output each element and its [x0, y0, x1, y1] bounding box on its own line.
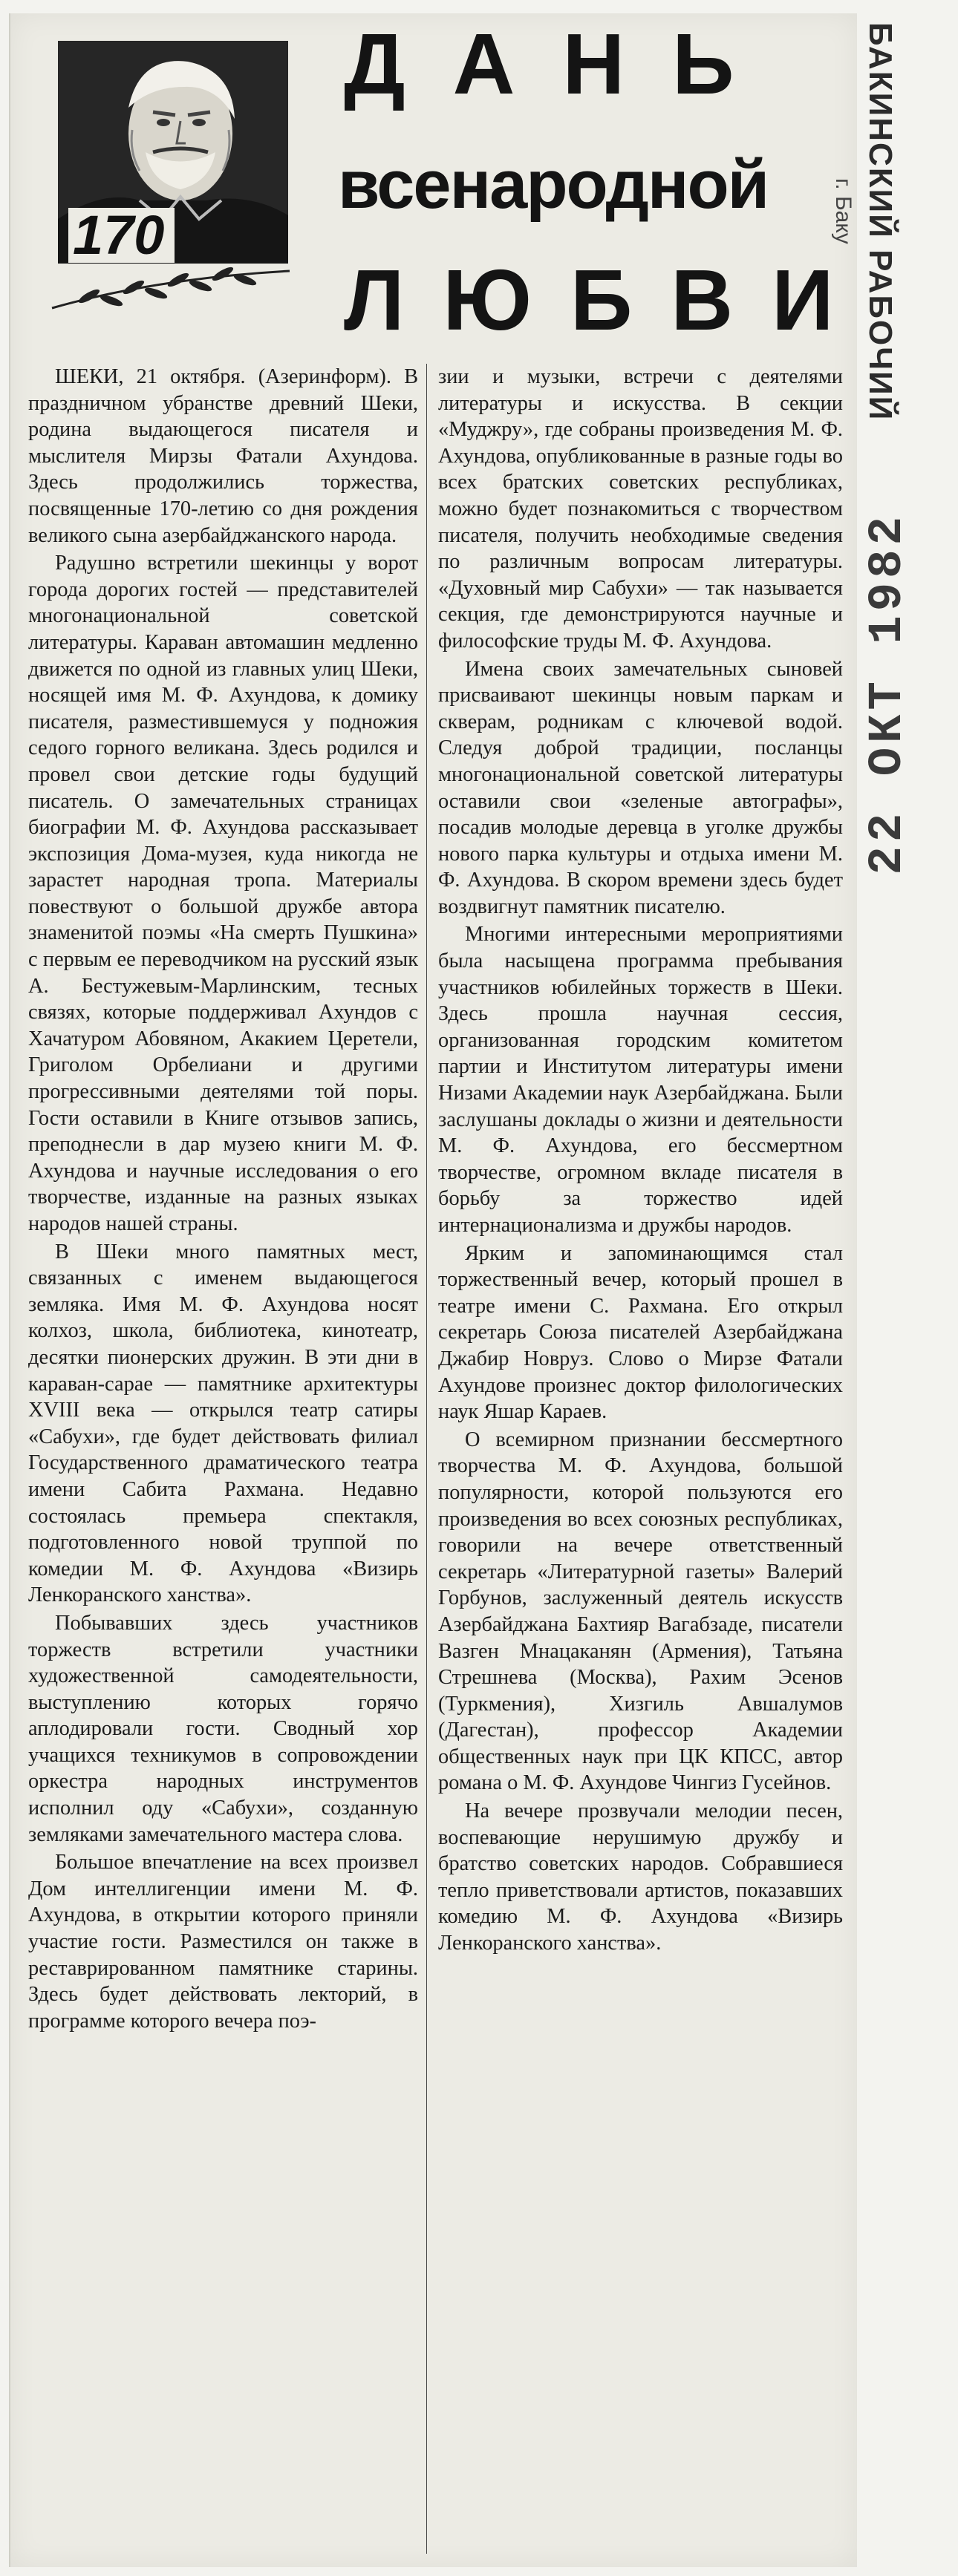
- date-stamp: 22 ОКТ 1982: [861, 512, 915, 875]
- headline-line-2: всенародной: [338, 147, 769, 223]
- paragraph: Имена своих замечательных сыновей присваивают шекинцы новым паркам и скверам, родникам с ключевой водой. Следуя доброй традиции, посланцы многонациональной советской литературы оставили свои «зеленые автографы», посадив молодые деревца в уголке дружбы нового парка культуры и отдыха имени М. Ф. Ахундова. В скором времени здесь будет воздвигнут памятник писателю.: [438, 657, 843, 918]
- column-divider: [426, 364, 427, 2554]
- laurel-branch-icon: [45, 264, 297, 316]
- paragraph: О всемирном признании бессмертного творчества М. Ф. Ахундова, большой популярности, которой пользуются его произведения во всех союзных республиках, говорили на вечере ответственный секретарь «Литературной газеты» Валерий Горбунов, заслуженный деятель искусств Азербайджана Бахтияр Вагабзаде, писатели Вазген Мнацаканян (Армения), Татьяна Стрешнева (Москва), Рахим Эсенов (Туркмения), Хизгиль Авшалумов (Дагестан), профессор Академии общественных наук при ЦК КПСС, автор романа о М. Ф. Ахундове Чингиз Гусейнов.: [438, 1428, 843, 1795]
- paragraph: В Шеки много памятных мест, связанных с именем выдающегося земляка. Имя М. Ф. Ахундова носят колхоз, школа, библиотека, кинотеатр, десятки пионерских дружин. В эти дни в караван-сарае — памятнике архитектуры XVIII века — открылся театр сатиры «Сабухи», где будет действовать филиал Государственного драматического театра имени Сабита Рахмана. Недавно состоялась премьера спектакля, подготовленного новой труппой по комедии М. Ф. Ахундова «Визирь Ленкоранского ханства».: [28, 1240, 418, 1607]
- headline-line-3: ЛЮБВИ: [344, 252, 873, 348]
- paragraph: ШЕКИ, 21 октября. (Азеринформ). В праздничном убранстве древний Шеки, родина выдающегося писателя и мыслителя Мирзы Фатали Ахундова. Здесь продолжились торжества, посвященные 170-летию со дня рождения великого сына азербайджанского народа.: [28, 365, 418, 547]
- paragraph: зии и музыки, встречи с деятелями литературы и искусства. В секции «Муджру», где собраны произведения М. Ф. Ахундова, опубликованные в разные годы во всех братских советских республиках, можно будет познакомиться с творчеством писателя, получить необходимые сведения по различным вопросам литературы. «Духовный мир Сабухи» — так называется секция, где демонстрируются научные и философские труды М. Ф. Ахундова.: [438, 365, 843, 653]
- city-stamp: г. Баку: [831, 178, 856, 244]
- paragraph: Большое впечатление на всех произвел Дом интеллигенции имени М. Ф. Ахундова, в открытии которого приняли участие гости. Разместился он также в реставрированном памятнике старины. Здесь будет действовать лекторий, в программе которого вечера поэ-: [28, 1851, 418, 2033]
- anniversary-number: 170: [68, 208, 175, 263]
- article-column-left: [28, 364, 418, 2561]
- headline-line-1: ДАНЬ: [344, 16, 782, 112]
- paragraph: Радушно встретили шекинцы у ворот города дорогих гостей — представителей многонациональной советской литературы. Караван автомашин медленно движется по одной из главных улиц Шеки, носящей имя М. Ф. Ахундова, к домику писателя, разместившемуся у подножия седого горного великана. Здесь родился и провел свои детские годы будущий писатель. О замечательных страницах биографии М. Ф. Ахундова рассказывает экспозиция Дома-музея, куда никогда не зарастет народная тропа. Материалы повествуют о большой дружбе автора знаменитой поэмы «На смерть Пушкина» с первым ее переводчиком на русский язык А. Бестужевым-Марлинским, тесных связях, которые поддерживал Ахундов с Хачатуром Абовяном, Акакием Церетели, Григолом Орбелиани и другими прогрессивными деятелями той поры. Гости оставили в Книге отзывов запись, преподнесли в дар музею книги М. Ф. Ахундова и научные исследования о его творчестве, изданные на разных языках народов нашей страны.: [28, 552, 418, 1235]
- newspaper-name-stamp: БАКИНСКИЙ РАБОЧИЙ: [862, 22, 899, 422]
- paragraph: На вечере прозвучали мелодии песен, воспевающие нерушимую дружбу и братство советских народов. Собравшиеся тепло приветствовали артистов, показавших комедию М. Ф. Ахундова «Визирь Ленкоранского ханства».: [438, 1799, 843, 1955]
- paragraph: Ярким и запоминающимся стал торжественный вечер, который прошел в театре имени С. Рахмана. Его открыл секретарь Союза писателей Азербайджана Джабир Новруз. Слово о Мирзе Фатали Ахундове произнес доктор филологических наук Яшар Караев.: [438, 1241, 843, 1424]
- article-column-right: [438, 364, 843, 2561]
- paragraph: Побывавших здесь участников торжеств встретили участники художественной самодеятельности, выступлению которых горячо аплодировали гости. Сводный хор учащихся техникумов в сопровождении оркестра народных инструментов исполнил оду «Сабухи», созданную земляками замечательного мастера слова.: [28, 1611, 418, 1846]
- paragraph: Многими интересными мероприятиями была насыщена программа пребывания участников юбилейных торжеств в Шеки. Здесь прошла научная сессия, организованная городским комитетом партии и Институтом литературы имени Низами Академии наук Азербайджана. Были заслушаны доклады о жизни и деятельности М. Ф. Ахундова, его бессмертном творчестве, огромном вкладе писателя в борьбу за торжество идей интернационализма и дружбы народов.: [438, 923, 843, 1237]
